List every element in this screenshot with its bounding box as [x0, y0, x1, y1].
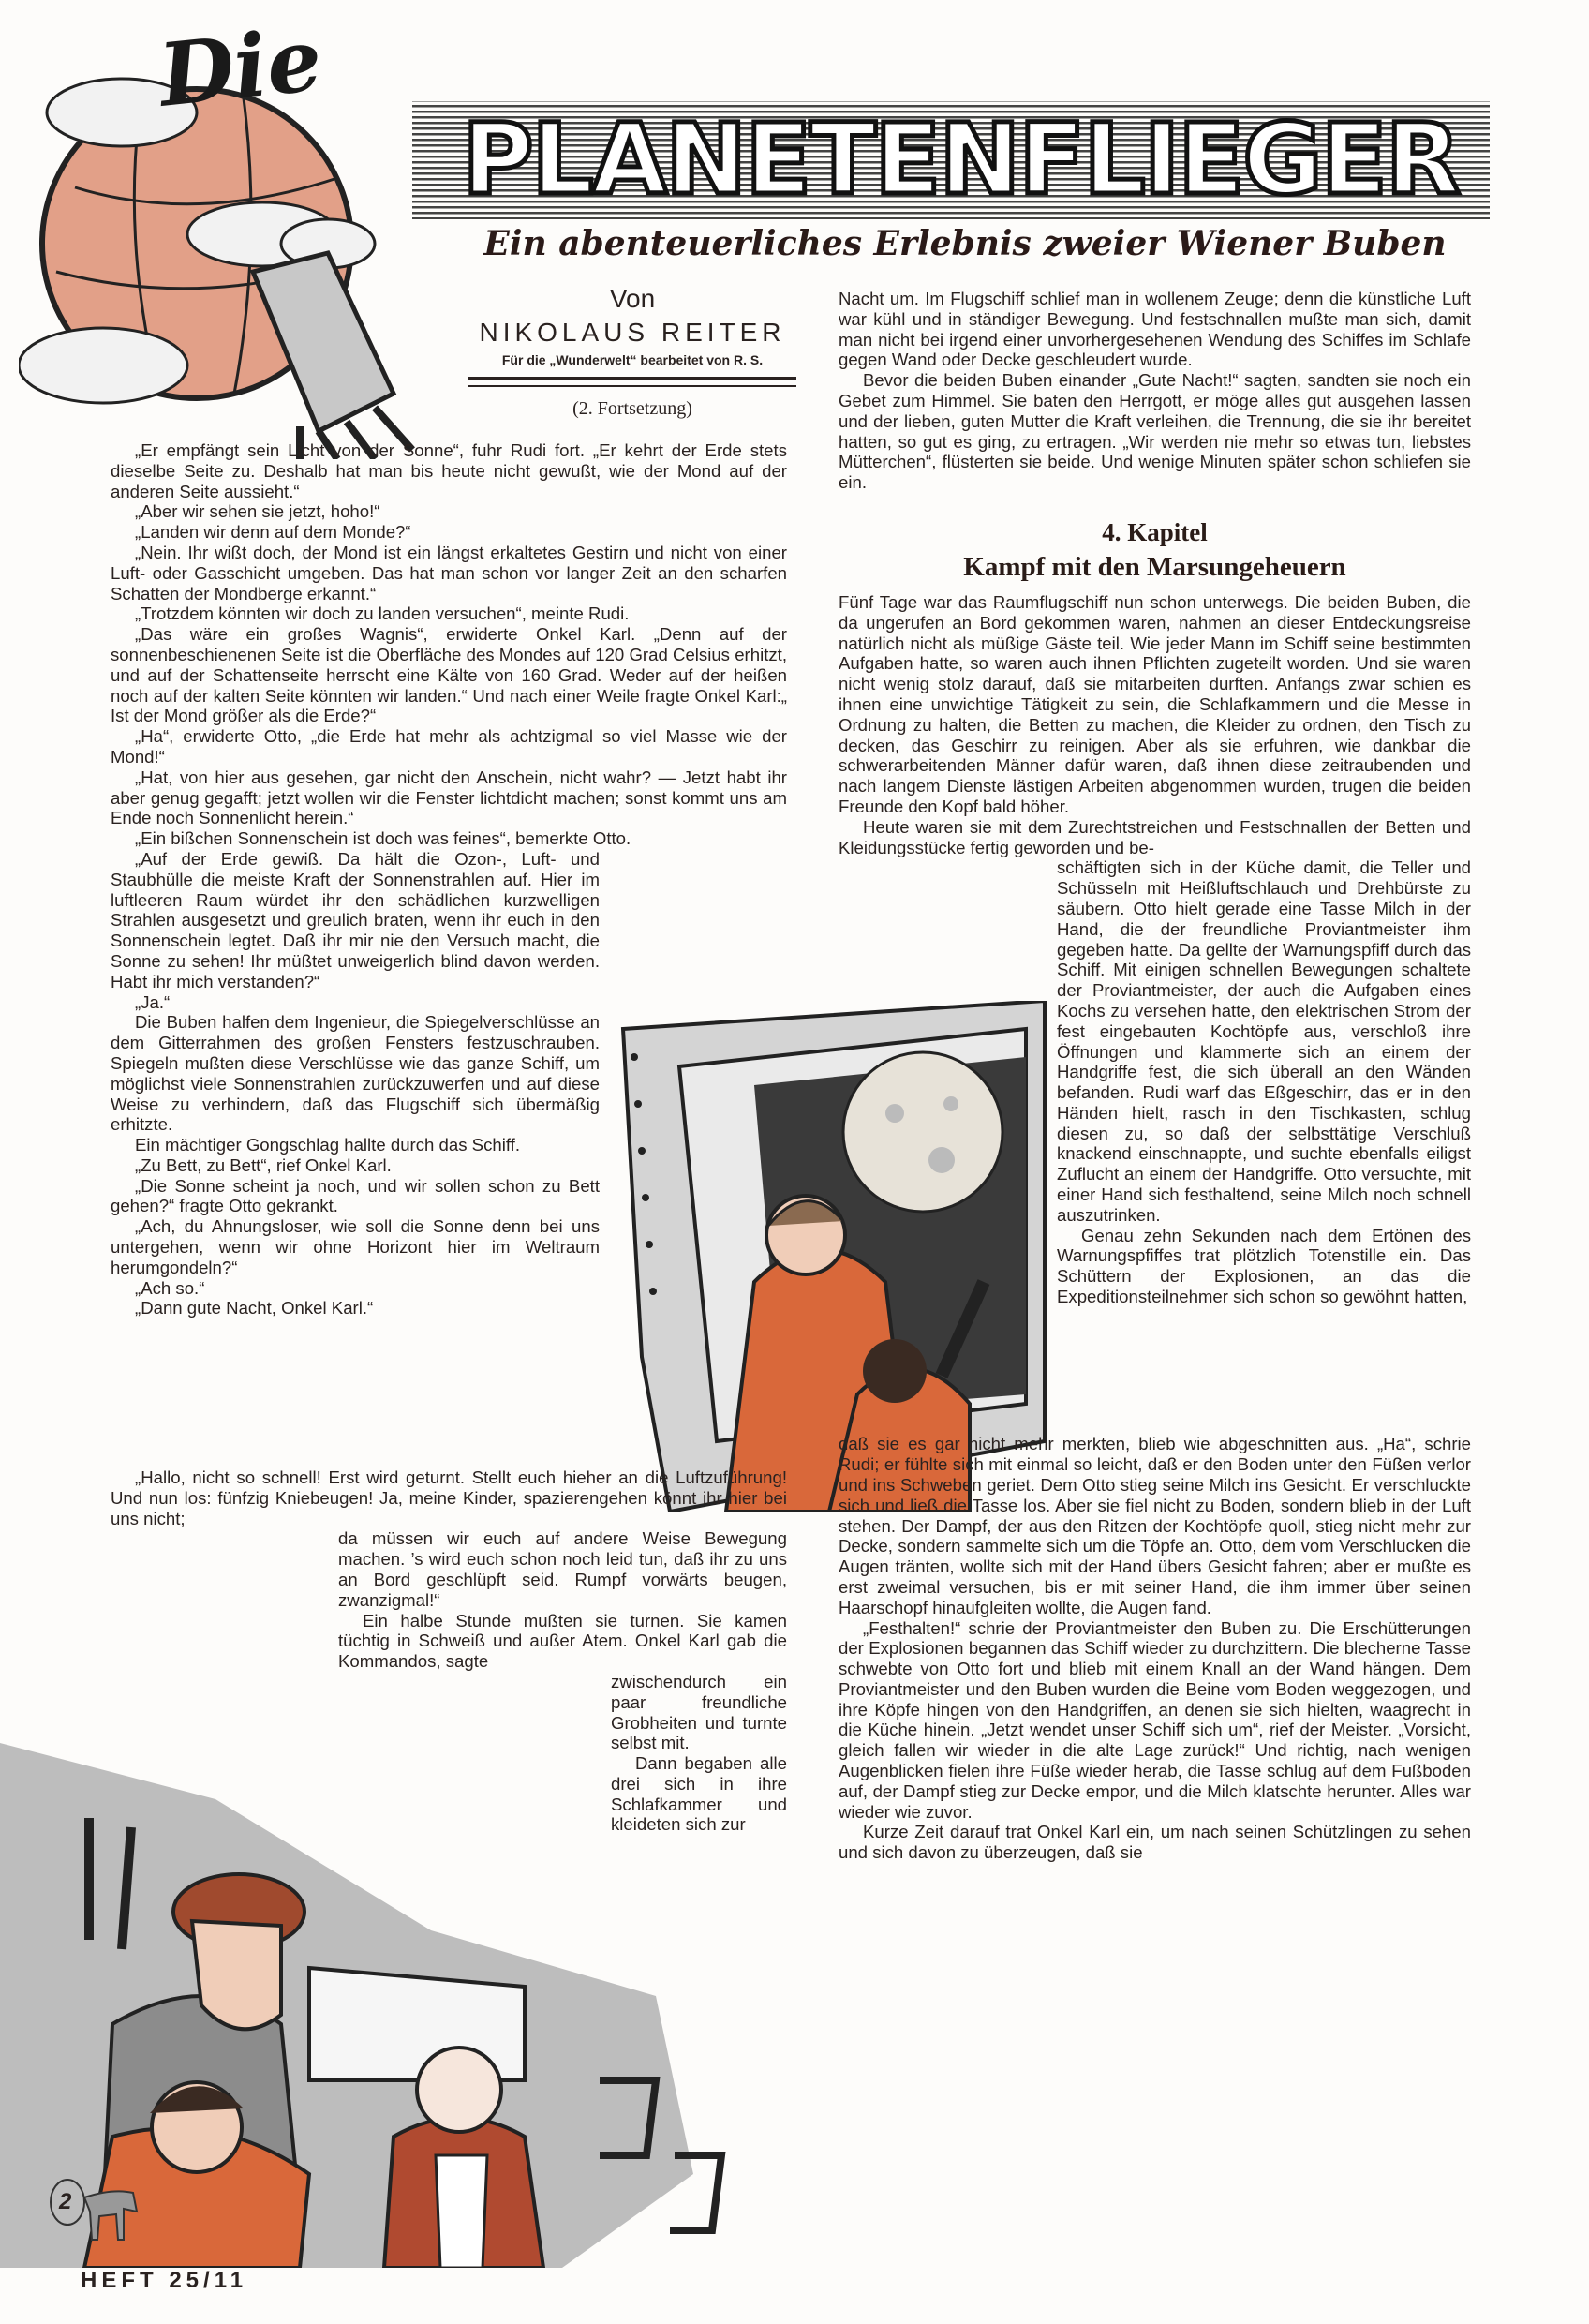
- paragraph: „Die Sonne scheint ja noch, und wir sollen schon zu Bett gehen?“ fragte Otto gekrankt.: [111, 1175, 600, 1216]
- paragraph: da müssen wir euch auf andere Weise Bewegung machen. ’s wird euch schon noch leid tun, daß ihr zu uns an Bord geschlüpft seid. Rumpf vorwärts beugen, zwanzigmal!“: [338, 1528, 787, 1610]
- paragraph: zwischendurch ein paar freundliche Grobheiten und turnte selbst mit.: [611, 1671, 787, 1753]
- moon-illustration-spacer-right: [839, 857, 1057, 1434]
- paragraph: Fünf Tage war das Raumflugschiff nun schon unterwegs. Die beiden Buben, die da ungerufen an Bord gekommen waren, nahmen an dieser Entdeckungsreise natürlich nicht als müßige Gäste teil. Wie jeder Mann im Schiff seine bestimmten Aufgaben hatte, so waren auch ihnen Pflichten zugeteilt worden. Und sie waren nicht wenig stolz darauf, daß sie mitarbeiten durften. Anfangs zwar schien es ihnen eine unwichtige Tätigkeit zu sein, die Schlafkammern und die Messe in Ordnung zu halten, die Betten zu machen, die Kleider zu ordnen, den Tisch zu decken, das Geschirr zu reinigen. Aber als sie erfuhren, wie dankbar die schwerarbeitenden Männer dafür waren, daß ihnen diese zeitraubenden und nach langem Dienste lästigen Arbeiten abgenommen wurden, trugen die beiden Freunde den Kopf bald höher.: [839, 591, 1471, 816]
- paragraph: Ein mächtiger Gongschlag hallte durch das Schiff.: [135, 1135, 521, 1155]
- paragraph: Die Buben halfen dem Ingenieur, die Spiegelverschlüsse an dem Gitterrahmen des großen Fensters festzuschrauben. Spiegeln mußten diese Verschlüsse wie das ganze Schiff, um möglichst viele Sonnenstrahlen zurückzuwerfen und auf diese Weise zu verhindern, daß das Flugschiff sich übermäßig erhitzte.: [111, 1012, 600, 1135]
- gym-illustration-spacer-top: [111, 1528, 338, 1691]
- right-column: [839, 289, 1471, 1863]
- paragraph: „Aber wir sehen sie jetzt, hoho!“: [135, 501, 380, 522]
- paragraph: „Ein bißchen Sonnenschein ist doch was feines“, bemerkte Otto.: [135, 828, 631, 849]
- paragraph: „Ja.“: [135, 991, 171, 1012]
- paragraph: „Ach, du Ahnungsloser, wie soll die Sonne denn bei uns untergehen, wenn wir ohne Horizont hier im Weltraum herumgondeln?“: [111, 1216, 600, 1277]
- paragraph: „Dann gute Nacht, Onkel Karl.“: [135, 1298, 374, 1318]
- installment-label: (2. Fortsetzung): [572, 398, 692, 419]
- gym-illustration-spacer-bottom: [111, 1691, 611, 1973]
- paragraph: „Ha“, erwiderte Otto, „die Erde hat mehr als achtzigmal so viel Masse wie der Mond!“: [111, 726, 787, 767]
- paragraph: Genau zehn Sekunden nach dem Ertönen des Warnungspfiffes trat plötzlich Totenstille ein. Das Schüttern der Explosionen, an das die Expeditionsteilnehmer sich schon so gewöhnt hatten,: [1057, 1225, 1471, 1307]
- paragraph: Bevor die beiden Buben einander „Gute Nacht!“ sagten, sandten sie noch ein Gebet zum Himmel. Sie baten den Herrgott, er möge alles gut ausgehen lassen und der lieben, guten Mutter die Kraft verleihen, die Trennung, die sie ihr bereitet hatten, so gut es ging, zu ertragen. „Wir werden nie mehr so etwas tun, liebstes Mütterchen“, flüsterten sie beide. Und wenige Minuten später schon schliefen sie ein.: [839, 370, 1471, 493]
- paragraph: Kurze Zeit darauf trat Onkel Karl ein, um nach seinen Schützlingen zu sehen und sich davon zu überzeugen, daß sie: [839, 1822, 1471, 1863]
- chapter-number: 4. Kapitel: [1102, 517, 1208, 546]
- paragraph: „Ach so.“: [135, 1277, 205, 1298]
- paragraph: Nacht um. Im Flugschiff schlief man in wollenem Zeuge; denn die künstliche Luft war kühl und in ständiger Bewegung. Und festschnallen mußte man sich, damit man nicht bei irgend einer unvorhergesehenen Wendung des Schiffes im Schlafe gegen Wand oder Decke geschleudert wurde.: [839, 289, 1471, 370]
- paragraph: „Hallo, nicht so schnell! Erst wird geturnt. Stellt euch hieher an die Luftzuführung! Und nun los: fünfzig Kniebeugen! Ja, meine Kinder, spazierengehen könnt ihr hier bei uns nicht;: [111, 1467, 787, 1528]
- paragraph: „Festhalten!“ schrie der Proviantmeister den Buben zu. Die Erschütterungen der Explosionen begannen das Schiff wieder zu durchzittern. Die blecherne Tasse schwebte von Otto fort und blieb mit einem Knall an der Wand hängen. Dem Proviantmeister und den Buben wurden die Beine vom Boden weggezogen, und ihre Köpfe hingen von den Handgriffen, an denen sie sich hielten, waagrecht in die Küche hinein. „Jetzt wendet unser Schiff sich um“, rief der Meister. „Vorsicht, gleich fallen wir wieder in die alte Lage zurück!“ Und richtig, nach wenigen Augenblicken fielen ihre Füße wieder herab, die Tasse schlug auf dem Fußboden auf, der Dampf stieg zur Decke empor, und die Milch klatschte herunter. Alles war wieder wie zuvor.: [839, 1617, 1471, 1822]
- paragraph: daß sie es gar nicht mehr merkten, blieb wie abgeschnitten aus. „Ha“, schrie Rudi; er fühlte sich mit einmal so leicht, daß er den Boden unter den Füßen verlor und ins Schweben geriet. Dem Otto stieg seine Milch ins Gesicht. Er verschluckte sich und ließ die Tasse los. Aber sie fiel nicht zu Boden, sondern blieb in der Luft stehen. Der Dampf, der aus den Ritzen der Kochtöpfe quoll, stieg nicht mehr zur Decke, sondern sammelte sich um die Töpfe an. Otto, dem vom Verschlucken die Augen tränten, wollte sich mit der Hand übers Gesicht fahren; aber er mußte es erst zweimal versuchen, bis er mit seiner Hand, die ihm immer über seinen Haarschopf hinaufgleiten wollte, die Augen fand.: [839, 1434, 1471, 1617]
- paragraph: „Er empfängt sein Licht von der Sonne“, fuhr Rudi fort. „Er kehrt der Erde stets dieselbe Seite zu. Deshalb hat man bis heute nicht gewußt, wie der Mond auf der anderen Seite aussieht.“: [111, 440, 787, 501]
- paragraph: Ein halbe Stunde mußten sie turnen. Sie kamen tüchtig in Schweiß und außer Atem. Onkel Karl gab die Kommandos, sagte: [338, 1610, 787, 1672]
- right-column-block-a: [839, 289, 1471, 493]
- issue-label: HEFT 25/11: [81, 2268, 248, 2293]
- paragraph: Dann begaben alle drei sich in ihre Schlafkammer und kleideten sich zur: [611, 1753, 787, 1835]
- right-column-block-b: [839, 592, 1471, 857]
- right-column-block-d: [839, 1434, 1471, 1863]
- paragraph: „Nein. Ihr wißt doch, der Mond ist ein längst erkaltetes Gestirn und nicht von einer Luft- oder Gasschicht umgeben. Das hat man schon vor langer Zeit an den scharfen Schatten der Mondberge erkannt.“: [111, 542, 787, 603]
- paragraph: schäftigten sich in der Küche damit, die Teller und Schüsseln mit Heißluftschlauch und Drehbürste zu säubern. Otto hielt gerade eine Tasse Milch in der Hand, die der freundliche Proviantmeister ihm gegeben hatte. Da gellte der Warnungspfiff durch das Schiff. Mit einigen schnellen Bewegungen schaltete der Proviantmeister, der auch die Aufgaben eines Kochs zu versehen hatte, den elektrischen Strom der fest eingebauten Kochtöpfe aus, verschloß ihre Öffnungen und klammerte sich an einem der Handgriffe fest, die sich überall an den Wänden befanden. Rudi warf das Eßgeschirr, das er in den Händen hielt, rasch in den Tischkasten, schlug diesen zu, so daß der selbsttätige Verschluß knackend einschnappte, und suchte ebenfalls eiligst Zuflucht an einem der Handgriffe. Otto versuchte, mit einer Hand sich festhaltend, seine Milch noch schnell auszutrinken.: [1057, 857, 1471, 1225]
- logo-die: Die: [154, 8, 327, 127]
- left-column: [111, 440, 787, 1973]
- paragraph: „Landen wir denn auf dem Monde?“: [135, 522, 411, 543]
- paragraph: „Auf der Erde gewiß. Da hält die Ozon-, Luft- und Staubhülle die meiste Kraft der Sonnenstrahlen auf. Hier im luftleeren Raum würdet ihr den schädlichen kurzwelligen Strahlen ausgesetzt und greulich braten, wenn ihr euch in den Sonnenschein legtet. Daß ihr mir nie den Versuch macht, die Sonne zu sehen! Ihr müßtet unweigerlich blind davon werden. Habt ihr mich verstanden?“: [111, 848, 600, 991]
- adaptation-credit: Für die „Wunderwelt“ bearbeitet von R. S.: [501, 352, 764, 367]
- chapter-title: Kampf mit den Marsungeheuern: [963, 551, 1346, 582]
- logo-subtitle: Ein abenteuerliches Erlebnis zweier Wiener Buben: [483, 224, 1447, 263]
- left-column-block-a: [111, 440, 787, 849]
- paragraph: „Trotzdem könnten wir doch zu landen versuchen“, meinte Rudi.: [135, 603, 630, 624]
- paragraph: „Das wäre ein großes Wagnis“, erwiderte Onkel Karl. „Denn auf der sonnenbeschienenen Seite ist die Oberfläche des Mondes auf 120 Grad Celsius erhitzt, und auf der Schattenseite herrscht eine Kälte von 160 Grad. Weder auf der heißen noch auf der kalten Seite könnten wir landen.“ Und nach einer Weile fragte Onkel Karl:„ Ist der Mond größer als die Erde?“: [111, 624, 787, 726]
- left-column-block-c: [111, 1467, 787, 1528]
- author-name: NIKOLAUS REITER: [479, 318, 786, 347]
- byline-von: Von: [609, 284, 656, 313]
- page-number: 2: [59, 2189, 72, 2214]
- paragraph: „Zu Bett, zu Bett“, rief Onkel Karl.: [135, 1155, 392, 1175]
- paragraph: Heute waren sie mit dem Zurechtstreichen und Festschnallen der Betten und Kleidungsstücke fertig geworden und be-: [839, 816, 1471, 857]
- divider: [468, 377, 796, 387]
- logo-title: PLANETENFLIEGER: [462, 102, 1459, 216]
- byline: [459, 283, 806, 421]
- paragraph: „Hat, von hier aus gesehen, gar nicht den Anschein, nicht wahr? — Jetzt habt ihr aber genug gegafft; jetzt wollen wir die Fenster lichtdicht machen; sonst kommt uns am Ende noch Sonnenlicht herein.“: [111, 767, 787, 828]
- moon-illustration-spacer: [600, 849, 787, 1467]
